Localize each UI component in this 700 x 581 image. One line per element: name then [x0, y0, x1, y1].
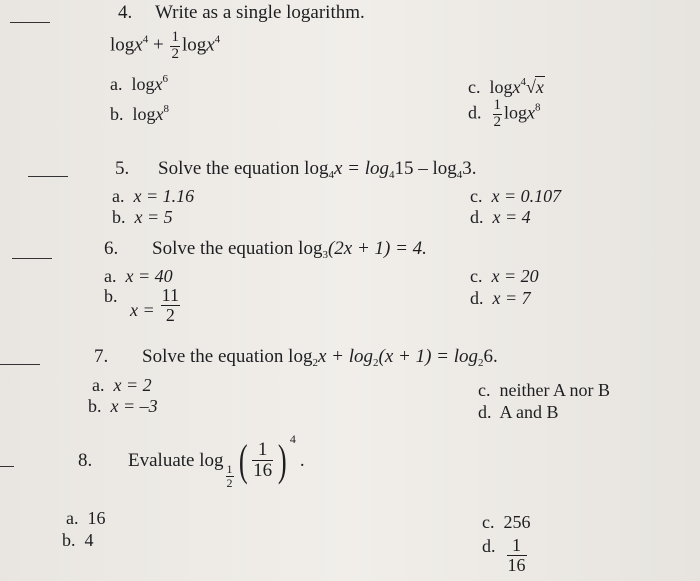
numerator: 1 — [171, 29, 179, 45]
question-6-stem — [152, 238, 427, 260]
q6-option-b[interactable] — [104, 286, 182, 325]
question-5-number: 5. — [115, 158, 130, 179]
option-letter: c. — [482, 512, 495, 532]
denominator: 2 — [226, 476, 233, 490]
option-value: 16 — [87, 508, 106, 528]
question-7-equation: $\log_2x + \log_2(x + 1) = \log_26$. — [288, 346, 498, 369]
exponent: 8 — [163, 103, 170, 115]
question-4-expression — [110, 30, 220, 63]
q8-option-c[interactable] — [482, 512, 531, 533]
q4-option-b[interactable] — [110, 104, 169, 125]
option-value: x = 1.16 — [133, 186, 195, 206]
question-6-equation: $\log_3(2x + 1) = 4$. — [298, 238, 427, 261]
option-letter: d. — [468, 102, 482, 123]
q6-option-a[interactable] — [104, 266, 173, 287]
option-letter: b. — [88, 396, 102, 416]
q7-option-b[interactable] — [88, 396, 158, 417]
q5-option-c[interactable] — [470, 186, 561, 207]
variable-x: x — [512, 77, 521, 97]
numerator: 1 — [507, 536, 527, 556]
exponent: 4 — [214, 33, 221, 46]
fraction-eleven-halves — [161, 286, 180, 325]
option-letter: a. — [66, 508, 79, 528]
option-letter: a. — [104, 266, 117, 286]
numerator: 1 — [226, 462, 233, 477]
question-5-equation: $\log_4x = \log_415 - \log_43$. — [304, 158, 477, 181]
question-5-stem — [158, 158, 477, 180]
q6-option-c[interactable] — [470, 266, 539, 287]
numerator: 1 — [493, 97, 501, 113]
option-letter: a. — [110, 74, 123, 94]
option-value: x = 40 — [125, 266, 173, 286]
question-6-number: 6. — [104, 238, 119, 259]
q5-option-a[interactable] — [112, 186, 194, 207]
variable-x: x — [155, 104, 164, 124]
log-base-one-half — [226, 463, 234, 489]
answer-blank-q4[interactable] — [10, 22, 50, 23]
option-value: x = 4 — [492, 207, 531, 227]
log-label: log — [110, 34, 135, 56]
option-letter: a. — [92, 375, 105, 395]
option-letter: c. — [470, 186, 483, 206]
denominator: 2 — [165, 304, 175, 325]
question-7-prompt: Solve the equation — [142, 346, 284, 367]
q8-option-b[interactable] — [62, 530, 94, 551]
option-letter: b. — [62, 530, 76, 550]
question-6-prompt: Solve the equation — [152, 238, 294, 259]
radical-sign: √ — [526, 77, 536, 97]
variable-x: x — [154, 74, 163, 94]
log-label: log — [181, 34, 207, 56]
fraction-one-half — [170, 30, 180, 63]
fraction-one-sixteenth — [507, 536, 527, 575]
option-letter: c. — [478, 380, 491, 400]
option-value: 4 — [84, 530, 94, 550]
option-value: 256 — [503, 512, 531, 532]
left-paren: ( — [238, 435, 248, 485]
period: . — [299, 449, 305, 471]
q5-option-d[interactable] — [470, 207, 531, 228]
option-letter: c. — [470, 266, 483, 286]
option-letter: d. — [470, 288, 484, 308]
option-value: x = 2 — [113, 375, 152, 395]
option-letter: d. — [478, 402, 492, 422]
option-value: x = 0.107 — [491, 186, 562, 206]
question-7-number: 7. — [94, 346, 109, 367]
question-7-stem — [142, 346, 498, 368]
answer-blank-q7[interactable] — [0, 364, 40, 365]
fraction-one-half — [493, 98, 503, 131]
question-8-stem — [128, 432, 305, 490]
option-value: x = –3 — [110, 396, 158, 416]
fraction-one-sixteenth — [252, 440, 273, 481]
denominator: 2 — [171, 45, 179, 62]
option-letter: b. — [104, 286, 118, 306]
numerator: 11 — [161, 285, 179, 305]
q7-option-d[interactable] — [478, 402, 559, 423]
option-value: A and B — [499, 402, 559, 422]
q4-option-d[interactable] — [468, 98, 541, 131]
radicand: x — [535, 77, 544, 97]
plus-sign: + — [152, 34, 164, 56]
variable-x: x — [206, 34, 215, 56]
question-4-prompt: Write as a single logarithm. — [155, 2, 365, 23]
exponent: 4 — [520, 76, 527, 88]
option-lhs: x = — [130, 300, 155, 320]
log-label: log — [131, 74, 155, 94]
exponent: 8 — [535, 101, 541, 114]
question-5-prompt: Solve the equation — [158, 158, 300, 179]
variable-x: x — [134, 34, 143, 56]
answer-blank-q6[interactable] — [12, 258, 52, 259]
denominator: 16 — [507, 554, 526, 575]
q4-option-a[interactable] — [110, 74, 168, 95]
option-letter: c. — [468, 77, 481, 97]
option-value: x = 5 — [134, 207, 173, 227]
q7-option-a[interactable] — [92, 375, 152, 396]
right-paren: ) — [278, 435, 287, 485]
q8-option-d[interactable] — [482, 536, 529, 575]
log-label: log — [199, 449, 224, 471]
exponent: 4 — [289, 432, 296, 446]
q8-option-a[interactable] — [66, 508, 106, 529]
exponent: 6 — [162, 73, 169, 85]
option-value: x = 20 — [491, 266, 539, 286]
q5-option-b[interactable] — [112, 207, 173, 228]
denominator: 2 — [493, 113, 501, 130]
option-value: neither A nor B — [499, 380, 610, 400]
q6-option-d[interactable] — [470, 288, 531, 309]
q7-option-c[interactable] — [478, 380, 610, 401]
log-label: log — [489, 77, 513, 97]
exponent: 4 — [142, 33, 149, 46]
q4-option-c[interactable] — [468, 76, 545, 98]
variable-x: x — [527, 102, 536, 123]
option-letter: d. — [482, 536, 496, 556]
option-letter: d. — [470, 207, 484, 227]
question-8-number: 8. — [78, 450, 93, 471]
log-label: log — [132, 104, 156, 124]
numerator: 1 — [252, 440, 273, 461]
log-label: log — [504, 102, 528, 123]
option-value: x = 7 — [492, 288, 531, 308]
denominator: 16 — [253, 460, 273, 482]
question-4-number: 4. — [118, 2, 133, 23]
option-letter: b. — [112, 207, 126, 227]
option-letter: a. — [112, 186, 125, 206]
answer-blank-q8[interactable] — [0, 466, 14, 467]
option-letter: b. — [110, 104, 124, 124]
question-8-prompt: Evaluate — [128, 449, 195, 471]
answer-blank-q5[interactable] — [28, 176, 68, 177]
